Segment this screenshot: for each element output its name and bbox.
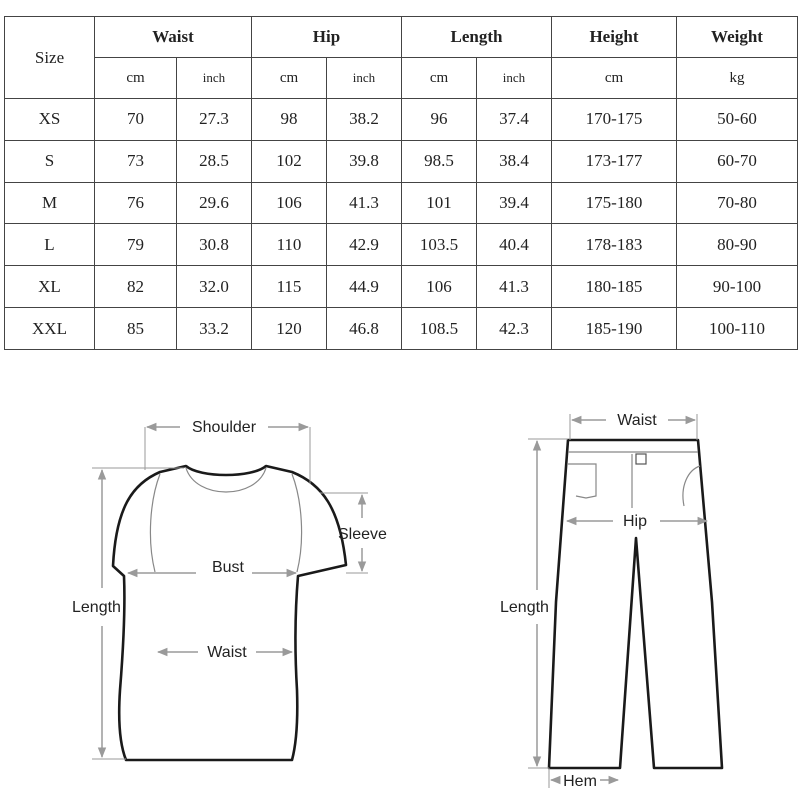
unit-hip-cm: cm <box>252 58 327 99</box>
shirt-length-label: Length <box>72 599 121 616</box>
hem-label: Hem <box>563 773 597 790</box>
tshirt-left-sleeve-seam <box>150 474 160 572</box>
table-cell: 50-60 <box>677 99 798 141</box>
unit-waist-inch: inch <box>177 58 252 99</box>
table-cell: 39.8 <box>327 140 402 182</box>
table-cell: 103.5 <box>402 224 477 266</box>
size-cell: XL <box>5 266 95 308</box>
header-length: Length <box>402 17 552 58</box>
table-cell: 82 <box>95 266 177 308</box>
table-cell: 27.3 <box>177 99 252 141</box>
table-cell: 115 <box>252 266 327 308</box>
shoulder-label: Shoulder <box>191 419 257 436</box>
header-height: Height <box>552 17 677 58</box>
right-pocket <box>683 466 700 506</box>
table-cell: 101 <box>402 182 477 224</box>
tshirt-right-sleeve-seam <box>292 474 302 572</box>
unit-length-cm: cm <box>402 58 477 99</box>
table-cell: 73 <box>95 140 177 182</box>
table-cell: 178-183 <box>552 224 677 266</box>
size-cell: XS <box>5 99 95 141</box>
table-cell: 106 <box>402 266 477 308</box>
pants-outline <box>549 440 722 768</box>
unit-hip-inch: inch <box>327 58 402 99</box>
unit-height-cm: cm <box>552 58 677 99</box>
size-cell: S <box>5 140 95 182</box>
header-size: Size <box>5 17 95 99</box>
unit-length-inch: inch <box>477 58 552 99</box>
button-icon <box>636 454 646 464</box>
table-cell: 102 <box>252 140 327 182</box>
table-cell: 100-110 <box>677 308 798 350</box>
hip-label: Hip <box>622 513 648 530</box>
table-cell: 80-90 <box>677 224 798 266</box>
table-cell: 42.3 <box>477 308 552 350</box>
table-cell: 170-175 <box>552 99 677 141</box>
shirt-waist-label: Waist <box>207 644 247 661</box>
table-cell: 180-185 <box>552 266 677 308</box>
table-cell: 38.2 <box>327 99 402 141</box>
pants-length-label: Length <box>500 599 549 616</box>
table-cell: 173-177 <box>552 140 677 182</box>
table-cell: 38.4 <box>477 140 552 182</box>
table-cell: 32.0 <box>177 266 252 308</box>
table-cell: 85 <box>95 308 177 350</box>
table-cell: 44.9 <box>327 266 402 308</box>
table-cell: 60-70 <box>677 140 798 182</box>
unit-weight-kg: kg <box>677 58 798 99</box>
tshirt-diagram <box>72 419 387 760</box>
table-cell: 110 <box>252 224 327 266</box>
header-weight: Weight <box>677 17 798 58</box>
size-cell: L <box>5 224 95 266</box>
table-cell: 120 <box>252 308 327 350</box>
table-cell: 41.3 <box>477 266 552 308</box>
size-cell: XXL <box>5 308 95 350</box>
header-hip: Hip <box>252 17 402 58</box>
size-cell: M <box>5 182 95 224</box>
pants-diagram <box>500 412 722 790</box>
pants-waist-label: Waist <box>617 412 657 429</box>
sleeve-label: Sleeve <box>338 526 387 543</box>
table-cell: 28.5 <box>177 140 252 182</box>
table-cell: 39.4 <box>477 182 552 224</box>
table-cell: 90-100 <box>677 266 798 308</box>
table-cell: 70-80 <box>677 182 798 224</box>
table-cell: 175-180 <box>552 182 677 224</box>
table-cell: 70 <box>95 99 177 141</box>
table-cell: 79 <box>95 224 177 266</box>
left-pocket <box>568 464 596 498</box>
table-cell: 29.6 <box>177 182 252 224</box>
table-cell: 46.8 <box>327 308 402 350</box>
header-waist: Waist <box>95 17 252 58</box>
table-cell: 98 <box>252 99 327 141</box>
bust-label: Bust <box>211 559 245 576</box>
table-cell: 185-190 <box>552 308 677 350</box>
unit-waist-cm: cm <box>95 58 177 99</box>
table-cell: 98.5 <box>402 140 477 182</box>
table-cell: 42.9 <box>327 224 402 266</box>
table-cell: 41.3 <box>327 182 402 224</box>
tshirt-outline <box>113 466 346 760</box>
table-cell: 33.2 <box>177 308 252 350</box>
table-cell: 37.4 <box>477 99 552 141</box>
table-cell: 96 <box>402 99 477 141</box>
table-cell: 106 <box>252 182 327 224</box>
table-cell: 76 <box>95 182 177 224</box>
table-cell: 30.8 <box>177 224 252 266</box>
table-cell: 108.5 <box>402 308 477 350</box>
table-cell: 40.4 <box>477 224 552 266</box>
